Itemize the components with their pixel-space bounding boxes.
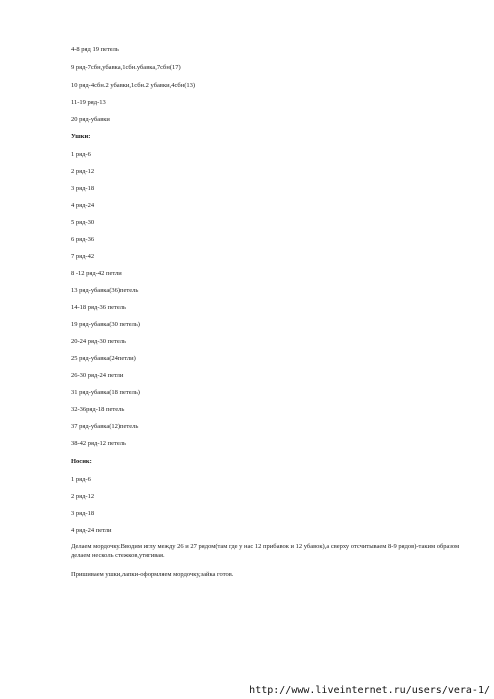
text-line: 20 ряд-убавки [71,116,110,123]
text-line: 8 -12 ряд-42 петли [71,270,122,277]
paragraph-instructions: Делаем мордочку.Вводим иглу между 26 и 27 рядом(там где у нас 12 прибавок и 12 убавок),а сверху отсчитываем 8-9 рядов)-таким образом делаем несколь стежков,утягивая. [71,543,460,559]
text-line: 4 ряд-24 [71,202,95,209]
text-line: 37 ряд-убавка(12)петель [71,423,139,430]
text-line: 20-24 ряд-30 петель [71,338,126,345]
text-line: 31 ряд-убавка(18 петель) [71,389,140,396]
text-line: 2 ряд-12 [71,168,95,175]
text-line: 14-18 ряд-36 петель [71,304,126,311]
text-line: 11-19 ряд-13 [71,99,106,106]
text-line: 32-36ряд-18 петель [71,406,125,413]
text-line: 4 ряд-24 петли [71,527,112,534]
text-line: 6 ряд-36 [71,236,95,243]
paragraph-finish: Пришиваем ушки,лапки-оформляем мордочку,зайка готов. [71,571,234,578]
text-line: 4-8 ряд 19 петель [71,46,119,53]
text-line: 3 ряд-18 [71,185,95,192]
text-line: 26-30 ряд-24 петли [71,372,124,379]
text-line: 2 ряд-12 [71,493,95,500]
text-line: 3 ряд-18 [71,510,95,517]
text-line: 25 ряд-убавка(24петли) [71,355,136,362]
section-heading-nose: Носик: [71,458,92,465]
text-line: 13 ряд-убавка(36)петель [71,287,139,294]
text-line: 38-42 ряд-12 петель [71,440,126,447]
text-line: 1 ряд-6 [71,476,91,483]
text-line: 7 ряд-42 [71,253,95,260]
section-heading-ears: Ушки: [71,133,91,140]
source-url-link[interactable]: http://www.liveinternet.ru/users/vera-1/ [249,685,490,696]
text-line: 10 ряд-4сбн.2 убавки,1сбн.2 убавки,4сбн(13) [71,82,196,89]
text-line: 5 ряд-30 [71,219,95,226]
text-line: 19 ряд-убавка(30 петель) [71,321,140,328]
text-line: 1 ряд-6 [71,151,91,158]
text-line: 9 ряд-7сбн,убавка,1сбн.убавка,7сбн(17) [71,64,181,71]
